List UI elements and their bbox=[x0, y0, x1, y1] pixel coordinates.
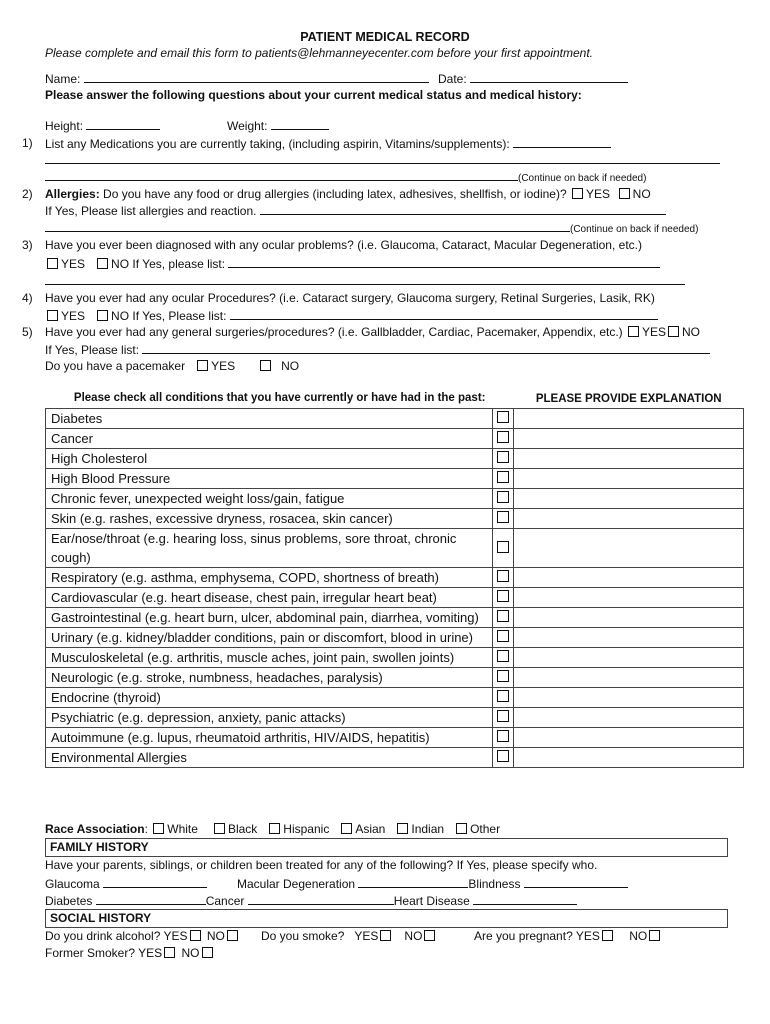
q3-field-line2[interactable] bbox=[45, 273, 685, 285]
explanation-header: PLEASE PROVIDE EXPLANATION bbox=[535, 392, 722, 405]
conditions-table bbox=[45, 389, 744, 768]
smoke-no-checkbox[interactable] bbox=[424, 930, 435, 941]
q5-yes-label: YES bbox=[642, 325, 667, 339]
q4-no-label: NO bbox=[111, 309, 130, 323]
race-indian-checkbox[interactable] bbox=[397, 823, 408, 834]
condition-label: Endocrine (thyroid) bbox=[51, 690, 161, 705]
height-label: Height: bbox=[45, 119, 84, 133]
q2-text: Do you have any food or drug allergies (including latex, adhesives, shellfish, or iodine)? bbox=[103, 187, 567, 201]
pregnant-no-label: NO bbox=[629, 929, 648, 943]
pregnant-no-checkbox[interactable] bbox=[649, 930, 660, 941]
name-label: Name: bbox=[45, 72, 81, 86]
condition-row bbox=[46, 469, 744, 489]
q4-number: 4) bbox=[22, 291, 33, 305]
condition-explanation-field[interactable] bbox=[514, 708, 744, 728]
q2-list-label: If Yes, Please list allergies and reaction. bbox=[45, 204, 257, 218]
condition-explanation-field[interactable] bbox=[514, 748, 744, 768]
fh-macular-field[interactable] bbox=[358, 876, 468, 888]
conditions-header: Please check all conditions that you have currently or have had in the past: bbox=[73, 392, 486, 404]
condition-checkbox[interactable] bbox=[497, 670, 509, 682]
condition-checkbox[interactable] bbox=[497, 570, 509, 582]
condition-label: Psychiatric (e.g. depression, anxiety, panic attacks) bbox=[51, 710, 346, 725]
race-hispanic-checkbox[interactable] bbox=[269, 823, 280, 834]
alcohol-yes-checkbox[interactable] bbox=[190, 930, 201, 941]
condition-label: Cardiovascular (e.g. heart disease, chest pain, irregular heart beat) bbox=[51, 590, 437, 605]
race-black-checkbox[interactable] bbox=[214, 823, 225, 834]
condition-checkbox[interactable] bbox=[497, 730, 509, 742]
race-label: Race Association bbox=[45, 822, 145, 836]
q4-list-label: If Yes, Please list: bbox=[132, 309, 227, 323]
race-other-checkbox[interactable] bbox=[456, 823, 467, 834]
q2-number: 2) bbox=[22, 187, 33, 201]
q4-text: Have you ever had any ocular Procedures? (i.e. Cataract surgery, Glaucoma surgery, Retinal Surgeries, Lasik, RK) bbox=[45, 291, 655, 305]
q2-yes-label: YES bbox=[585, 187, 610, 201]
q3-no-checkbox[interactable] bbox=[97, 258, 108, 269]
condition-label: Respiratory (e.g. asthma, emphysema, COPD, shortness of breath) bbox=[51, 570, 439, 585]
q5-no-checkbox[interactable] bbox=[668, 326, 679, 337]
date-label: Date: bbox=[438, 72, 467, 86]
q1-field-line3[interactable] bbox=[45, 169, 518, 181]
alcohol-no-checkbox[interactable] bbox=[227, 930, 238, 941]
q5-list-label: If Yes, Please list: bbox=[45, 343, 140, 357]
former-no-checkbox[interactable] bbox=[202, 947, 213, 958]
intro-text: Please answer the following questions about your current medical status and medical history: bbox=[45, 88, 582, 102]
instructions: Please complete and email this form to patients@lehmanneyecenter.com before your first appointment. bbox=[45, 46, 594, 60]
race-white-checkbox[interactable] bbox=[153, 823, 164, 834]
smoke-no-label: NO bbox=[404, 929, 423, 943]
condition-row bbox=[46, 429, 744, 449]
fh-heart-field[interactable] bbox=[473, 893, 577, 905]
condition-checkbox[interactable] bbox=[497, 750, 509, 762]
condition-label: High Cholesterol bbox=[51, 451, 148, 466]
q5-number: 5) bbox=[22, 325, 33, 339]
condition-row bbox=[46, 668, 744, 688]
condition-row bbox=[46, 449, 744, 469]
smoke-yes-checkbox[interactable] bbox=[380, 930, 391, 941]
q3-no-label: NO bbox=[111, 257, 130, 271]
condition-explanation-field[interactable] bbox=[514, 668, 744, 688]
condition-label: Neurologic (e.g. stroke, numbness, headaches, paralysis) bbox=[51, 670, 383, 685]
pacemaker-yes-checkbox[interactable] bbox=[197, 360, 208, 371]
condition-label: Musculoskeletal (e.g. arthritis, muscle aches, joint pain, swollen joints) bbox=[51, 650, 455, 665]
q5-text: Have you ever had any general surgeries/procedures? (i.e. Gallbladder, Cardiac, Pacemaker, Appendix, etc.) bbox=[45, 325, 623, 339]
condition-explanation-field[interactable] bbox=[514, 469, 744, 489]
q2-field-line2[interactable] bbox=[45, 220, 570, 232]
q3-number: 3) bbox=[22, 238, 33, 252]
condition-explanation-field[interactable] bbox=[514, 409, 744, 429]
fh-diabetes-label: Diabetes bbox=[45, 894, 93, 908]
fh-diabetes-field[interactable] bbox=[96, 893, 206, 905]
q3-list-label: If Yes, please list: bbox=[132, 257, 226, 271]
family-history-prompt: Have your parents, siblings, or children been treated for any of the following? If Yes, please specify who. bbox=[45, 858, 598, 872]
social-history-header: SOCIAL HISTORY bbox=[45, 909, 728, 928]
fh-glaucoma-field[interactable] bbox=[103, 876, 207, 888]
condition-explanation-field[interactable] bbox=[514, 529, 744, 568]
q2-field[interactable] bbox=[260, 203, 666, 215]
q2-bold-label: Allergies: bbox=[45, 187, 100, 201]
q4-yes-checkbox[interactable] bbox=[47, 310, 58, 321]
condition-explanation-field[interactable] bbox=[514, 429, 744, 449]
fh-macular-label: Macular Degeneration bbox=[237, 877, 356, 891]
condition-explanation-field[interactable] bbox=[514, 568, 744, 588]
pacemaker-no-label: NO bbox=[281, 359, 300, 373]
condition-explanation-field[interactable] bbox=[514, 728, 744, 748]
condition-label: Ear/nose/throat (e.g. hearing loss, sinus problems, sore throat, chronic cough) bbox=[51, 531, 457, 565]
alcohol-label: Do you drink alcohol? bbox=[45, 929, 161, 943]
q5-no-label: NO bbox=[682, 325, 701, 339]
pregnant-yes-label: YES bbox=[575, 929, 600, 943]
race-indian-label: Indian bbox=[411, 822, 445, 836]
condition-checkbox[interactable] bbox=[497, 590, 509, 602]
fh-glaucoma-label: Glaucoma bbox=[45, 877, 100, 891]
condition-explanation-field[interactable] bbox=[514, 608, 744, 628]
condition-label: Environmental Allergies bbox=[51, 750, 187, 765]
family-history-header: FAMILY HISTORY bbox=[45, 838, 728, 857]
pacemaker-label: Do you have a pacemaker bbox=[45, 359, 186, 373]
q1-continue-note: (Continue on back if needed) bbox=[518, 173, 647, 184]
fh-heart-label: Heart Disease bbox=[393, 894, 470, 908]
condition-checkbox[interactable] bbox=[497, 630, 509, 642]
race-row: Race Association: White Black Hispanic Asian Indian Other bbox=[45, 822, 501, 836]
condition-checkbox[interactable] bbox=[497, 541, 509, 553]
former-smoker-label: Former Smoker? bbox=[45, 946, 136, 960]
condition-label: Gastrointestinal (e.g. heart burn, ulcer, abdominal pain, diarrhea, vomiting) bbox=[51, 610, 479, 625]
q4-no-checkbox[interactable] bbox=[97, 310, 108, 321]
race-white-label: White bbox=[167, 822, 198, 836]
q2-no-checkbox[interactable] bbox=[619, 188, 630, 199]
condition-row bbox=[46, 608, 744, 628]
condition-checkbox[interactable] bbox=[497, 690, 509, 702]
condition-row bbox=[46, 588, 744, 608]
alcohol-no-label: NO bbox=[206, 929, 225, 943]
condition-row bbox=[46, 648, 744, 668]
condition-label: Autoimmune (e.g. lupus, rheumatoid arthritis, HIV/AIDS, hepatitis) bbox=[51, 730, 430, 745]
condition-checkbox[interactable] bbox=[497, 491, 509, 503]
condition-explanation-field[interactable] bbox=[514, 449, 744, 469]
q3-yes-label: YES bbox=[61, 257, 86, 271]
weight-label: Weight: bbox=[227, 119, 268, 133]
condition-checkbox[interactable] bbox=[497, 710, 509, 722]
condition-label: Urinary (e.g. kidney/bladder conditions, pain or discomfort, blood in urine) bbox=[51, 630, 473, 645]
condition-checkbox[interactable] bbox=[497, 610, 509, 622]
pacemaker-yes-label: YES bbox=[211, 359, 236, 373]
smoke-label: Do you smoke? bbox=[261, 929, 345, 943]
fh-blindness-label: Blindness bbox=[468, 877, 521, 891]
former-yes-label: YES bbox=[138, 946, 163, 960]
condition-label: High Blood Pressure bbox=[51, 471, 171, 486]
form-title: PATIENT MEDICAL RECORD bbox=[300, 30, 470, 44]
race-black-label: Black bbox=[227, 822, 258, 836]
q1-field[interactable] bbox=[513, 136, 611, 148]
condition-checkbox[interactable] bbox=[497, 411, 509, 423]
condition-row bbox=[46, 688, 744, 708]
condition-checkbox[interactable] bbox=[497, 511, 509, 523]
condition-checkbox[interactable] bbox=[497, 431, 509, 443]
height-field[interactable] bbox=[86, 118, 160, 130]
condition-row bbox=[46, 728, 744, 748]
q5-field[interactable] bbox=[142, 342, 710, 354]
condition-row bbox=[46, 628, 744, 648]
pregnant-label: Are you pregnant? bbox=[474, 929, 573, 943]
race-asian-checkbox[interactable] bbox=[341, 823, 352, 834]
alcohol-yes-label: YES bbox=[163, 929, 188, 943]
condition-explanation-field[interactable] bbox=[514, 588, 744, 608]
q4-yes-label: YES bbox=[61, 309, 86, 323]
condition-label: Skin (e.g. rashes, excessive dryness, rosacea, skin cancer) bbox=[51, 511, 393, 526]
condition-label: Cancer bbox=[51, 431, 93, 446]
smoke-yes-label: YES bbox=[354, 929, 379, 943]
race-other-label: Other bbox=[470, 822, 501, 836]
q2-yes-checkbox[interactable] bbox=[572, 188, 583, 199]
q1-field-line2[interactable] bbox=[45, 152, 720, 164]
weight-field[interactable] bbox=[271, 118, 329, 130]
q1-number: 1) bbox=[22, 136, 33, 150]
q3-text: Have you ever been diagnosed with any ocular problems? (i.e. Glaucoma, Cataract, Macular Degeneration, etc.) bbox=[45, 238, 642, 252]
name-field[interactable] bbox=[84, 71, 429, 83]
condition-row bbox=[46, 708, 744, 728]
fh-blindness-field[interactable] bbox=[524, 876, 628, 888]
condition-checkbox[interactable] bbox=[497, 451, 509, 463]
pacemaker-no-checkbox[interactable] bbox=[260, 360, 271, 371]
q3-field[interactable] bbox=[228, 256, 660, 268]
condition-checkbox[interactable] bbox=[497, 650, 509, 662]
fh-cancer-label: Cancer bbox=[205, 894, 245, 908]
q4-field[interactable] bbox=[230, 308, 658, 320]
condition-label: Chronic fever, unexpected weight loss/gain, fatigue bbox=[51, 491, 345, 506]
condition-row bbox=[46, 748, 744, 768]
condition-label: Diabetes bbox=[51, 411, 103, 426]
condition-row bbox=[46, 489, 744, 509]
condition-explanation-field[interactable] bbox=[514, 509, 744, 529]
condition-row bbox=[46, 529, 744, 568]
condition-row bbox=[46, 409, 744, 429]
q5-yes-checkbox[interactable] bbox=[628, 326, 639, 337]
q1-text: List any Medications you are currently taking, (including aspirin, Vitamins/supplements): bbox=[45, 137, 510, 151]
condition-explanation-field[interactable] bbox=[514, 648, 744, 668]
former-yes-checkbox[interactable] bbox=[164, 947, 175, 958]
q2-continue-note: (Continue on back if needed) bbox=[570, 224, 699, 235]
condition-explanation-field[interactable] bbox=[514, 688, 744, 708]
condition-explanation-field[interactable] bbox=[514, 489, 744, 509]
q2-no-label: NO bbox=[632, 187, 651, 201]
former-no-label: NO bbox=[181, 946, 200, 960]
condition-checkbox[interactable] bbox=[497, 471, 509, 483]
condition-explanation-field[interactable] bbox=[514, 628, 744, 648]
race-hispanic-label: Hispanic bbox=[283, 822, 330, 836]
condition-row bbox=[46, 509, 744, 529]
condition-row bbox=[46, 568, 744, 588]
pregnant-yes-checkbox[interactable] bbox=[602, 930, 613, 941]
date-field[interactable] bbox=[470, 71, 628, 83]
fh-cancer-field[interactable] bbox=[248, 893, 394, 905]
race-asian-label: Asian bbox=[355, 822, 386, 836]
q3-yes-checkbox[interactable] bbox=[47, 258, 58, 269]
